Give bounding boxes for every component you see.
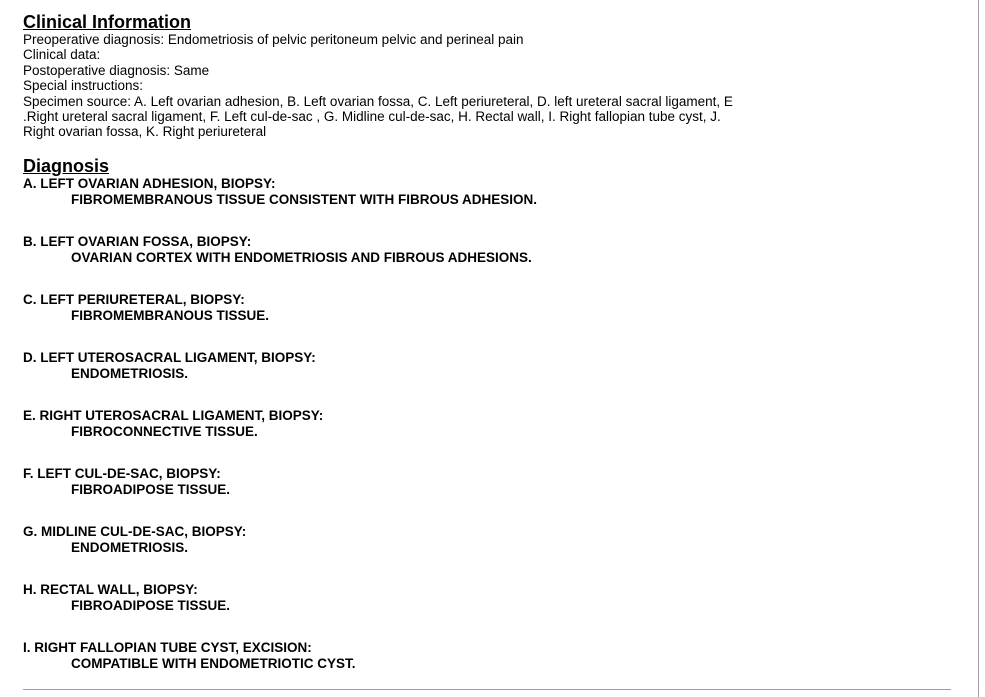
diagnosis-finding: ENDOMETRIOSIS.	[71, 539, 189, 555]
diagnosis-site: D. LEFT UTEROSACRAL LIGAMENT, BIOPSY:	[23, 349, 316, 365]
diagnosis-site: F. LEFT CUL-DE-SAC, BIOPSY:	[23, 465, 221, 481]
specimen-source-line: Specimen source: A. Left ovarian adhesion, B. Left ovarian fossa, C. Left periureteral, D. left ureteral sacral ligament, E	[23, 93, 733, 109]
clinical-data-line: Clinical data:	[23, 47, 101, 63]
diagnosis-site: E. RIGHT UTEROSACRAL LIGAMENT, BIOPSY:	[23, 407, 324, 423]
diagnosis-item	[23, 408, 953, 440]
bottom-divider	[23, 689, 951, 690]
diagnosis-site: G. MIDLINE CUL-DE-SAC, BIOPSY:	[23, 523, 247, 539]
diagnosis-finding: ENDOMETRIOSIS.	[71, 365, 189, 381]
page-edge-divider	[978, 0, 979, 697]
diagnosis-site: H. RECTAL WALL, BIOPSY:	[23, 581, 198, 597]
report-content	[23, 12, 953, 672]
diagnosis-site: I. RIGHT FALLOPIAN TUBE CYST, EXCISION:	[23, 639, 312, 655]
diagnosis-item	[23, 582, 953, 614]
diagnosis-heading: Diagnosis	[23, 155, 110, 176]
diagnosis-item	[23, 350, 953, 382]
diagnosis-item	[23, 292, 953, 324]
postoperative-diagnosis-line: Postoperative diagnosis: Same	[23, 62, 210, 78]
diagnosis-site: B. LEFT OVARIAN FOSSA, BIOPSY:	[23, 233, 252, 249]
diagnosis-finding: FIBROADIPOSE TISSUE.	[71, 597, 231, 613]
diagnosis-finding: OVARIAN CORTEX WITH ENDOMETRIOSIS AND FIBROUS ADHESIONS.	[71, 249, 532, 265]
diagnosis-list	[23, 176, 953, 672]
specimen-source-line: .Right ureteral sacral ligament, F. Left cul-de-sac , G. Midline cul-de-sac, H. Rectal wall, I. Right fallopian tube cyst, J.	[23, 109, 721, 125]
diagnosis-item	[23, 466, 953, 498]
diagnosis-item	[23, 524, 953, 556]
special-instructions-line: Special instructions:	[23, 78, 144, 94]
clinical-information-body	[23, 32, 953, 140]
diagnosis-item	[23, 234, 953, 266]
diagnosis-finding: COMPATIBLE WITH ENDOMETRIOTIC CYST.	[71, 655, 356, 671]
diagnosis-finding: FIBROADIPOSE TISSUE.	[71, 481, 231, 497]
preoperative-diagnosis-line: Preoperative diagnosis: Endometriosis of pelvic peritoneum pelvic and perineal pain	[23, 32, 524, 47]
clinical-information-heading: Clinical Information	[23, 12, 192, 32]
diagnosis-item	[23, 176, 953, 208]
diagnosis-site: C. LEFT PERIURETERAL, BIOPSY:	[23, 291, 245, 307]
diagnosis-finding: FIBROMEMBRANOUS TISSUE CONSISTENT WITH FIBROUS ADHESION.	[71, 191, 538, 207]
diagnosis-finding: FIBROMEMBRANOUS TISSUE.	[71, 307, 270, 323]
diagnosis-finding: FIBROCONNECTIVE TISSUE.	[71, 423, 258, 439]
specimen-source-line: Right ovarian fossa, K. Right periureteral	[23, 124, 267, 140]
diagnosis-item	[23, 640, 953, 672]
diagnosis-site: A. LEFT OVARIAN ADHESION, BIOPSY:	[23, 175, 276, 191]
